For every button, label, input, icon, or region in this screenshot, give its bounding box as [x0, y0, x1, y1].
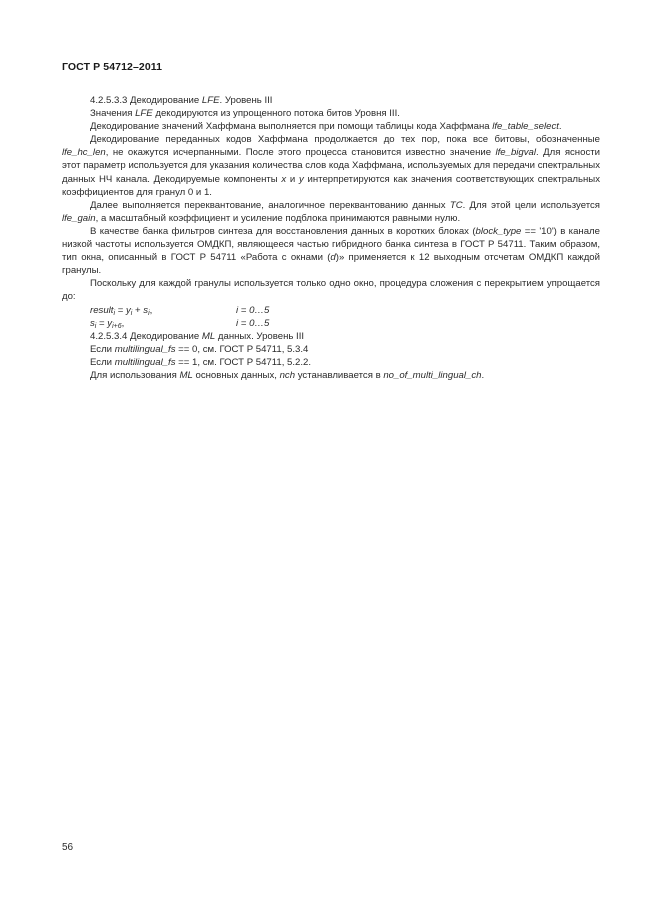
term: LFE: [135, 108, 153, 120]
text: Поскольку для каждой гранулы используется только одно окно, процедура сложения с перекрытием упрощается до:: [62, 278, 600, 303]
op: ,: [149, 304, 153, 316]
heading-text: 4.2.5.3.4 Декодирование: [90, 330, 202, 342]
subscript: i: [148, 309, 150, 317]
text: == 0, см. ГОСТ Р 54711, 5.3.4: [175, 343, 309, 355]
text: и: [286, 173, 299, 185]
text: интерпретируются как значения соответствующих спектральных коэффициентов для гранул 0 и 1.: [62, 173, 600, 198]
text: == '10') в канале низкой частоты используется ОМДКП, являющееся частью гибридного банка синтеза в ГОСТ Р 54711. Таким образом, тип окна, описанный в ГОСТ Р 54711 «Работа с окнами (: [62, 225, 600, 264]
text: В качестве банка фильтров синтеза для восстановления данных в коротких блоках (: [90, 225, 476, 237]
term: y: [299, 173, 304, 185]
page-number: 56: [62, 842, 74, 853]
term: lfe_hc_len: [62, 147, 106, 159]
paragraph: [90, 369, 600, 382]
text: декодируются из упрощенного потока битов Уровня III.: [152, 108, 400, 120]
text: Если: [90, 356, 115, 368]
text: , а масштабный коэффициент и усиление подблока принимаются равными нулю.: [95, 212, 461, 224]
document-header-id: ГОСТ Р 54712–2011: [62, 61, 163, 73]
var: s: [90, 317, 95, 329]
document-body: [62, 94, 600, 382]
text: Декодирование переданных кодов Хаффмана продолжается до тех пор, пока все битовы, обозначенные: [90, 134, 600, 146]
text: . Для ясности этот параметр используется для указания количества слов кода Хаффмана, используемых для передачи спектральных данных НЧ канала. Декодируемые компоненты: [62, 147, 600, 185]
term: no_of_multi_lingual_ch: [383, 369, 482, 381]
paragraph: [90, 356, 600, 369]
var: result: [90, 304, 114, 316]
paragraph: [62, 199, 600, 225]
paragraph: [90, 343, 600, 356]
text: Значения: [90, 108, 136, 120]
term: x: [281, 173, 287, 185]
heading-term: LFE: [201, 95, 220, 106]
text: Декодирование значений Хаффмана выполняется при помощи таблицы кода Хаффмана: [90, 121, 493, 133]
heading-text: . Уровень III: [219, 95, 273, 106]
text: Далее выполняется переквантование, аналогичное переквантованию данных: [90, 199, 450, 211]
text: .: [481, 369, 485, 381]
op: =: [115, 304, 126, 316]
text: . Для этой цели используется: [462, 199, 600, 211]
term: d: [330, 252, 336, 264]
subscript: i: [130, 309, 133, 317]
op: ,: [121, 317, 125, 329]
subscript: i: [113, 309, 116, 317]
subscript: i: [94, 322, 97, 330]
var: s: [143, 304, 149, 316]
paragraph: [90, 107, 600, 120]
text: == 1, см. ГОСТ Р 54711, 5.2.2.: [175, 356, 312, 368]
text: )» применяется к 12 выходным отсчетам ОМДКП каждой гранулы.: [62, 252, 600, 277]
term: block_type: [475, 225, 522, 237]
paragraph: [62, 120, 600, 133]
formulas-and-section-4-2-5-3-4: [62, 304, 600, 383]
text: Если: [90, 343, 115, 355]
heading-text: данных. Уровень III: [215, 330, 305, 342]
term: ML: [179, 369, 193, 381]
op: +: [132, 304, 144, 316]
formula-range: i = 0…5: [236, 304, 270, 316]
paragraph: [62, 225, 600, 277]
section-heading: [90, 94, 600, 107]
var: y: [125, 304, 131, 316]
heading-term: ML: [201, 330, 216, 342]
subscript: i+6: [112, 322, 122, 330]
term: lfe_gain: [62, 212, 96, 224]
text: Для использования: [90, 369, 180, 381]
text: .: [558, 121, 562, 133]
term: TC: [449, 199, 463, 211]
text: основных данных,: [192, 369, 280, 381]
term: multilingual_fs: [114, 343, 176, 355]
term: lfe_bigval: [495, 147, 537, 159]
term: nch: [279, 369, 296, 381]
term: lfe_table_select: [492, 121, 559, 133]
formula-result: [90, 304, 600, 317]
paragraph: [62, 133, 600, 198]
text: устанавливается в: [295, 369, 384, 381]
var: y: [107, 317, 113, 329]
op: =: [96, 317, 108, 329]
heading-text: 4.2.5.3.3 Декодирование: [90, 95, 202, 106]
formula-expression: [90, 317, 236, 330]
formula-range: i = 0…5: [236, 317, 270, 329]
text: , не окажутся исчерпанными. После этого процесса становится известно значение: [105, 147, 496, 159]
section-4-2-5-3-3: [62, 94, 600, 120]
section-heading: [90, 330, 600, 343]
paragraph: [62, 277, 600, 303]
formula-expression: [90, 304, 236, 317]
term: multilingual_fs: [114, 356, 176, 368]
formula-s: [90, 317, 600, 330]
